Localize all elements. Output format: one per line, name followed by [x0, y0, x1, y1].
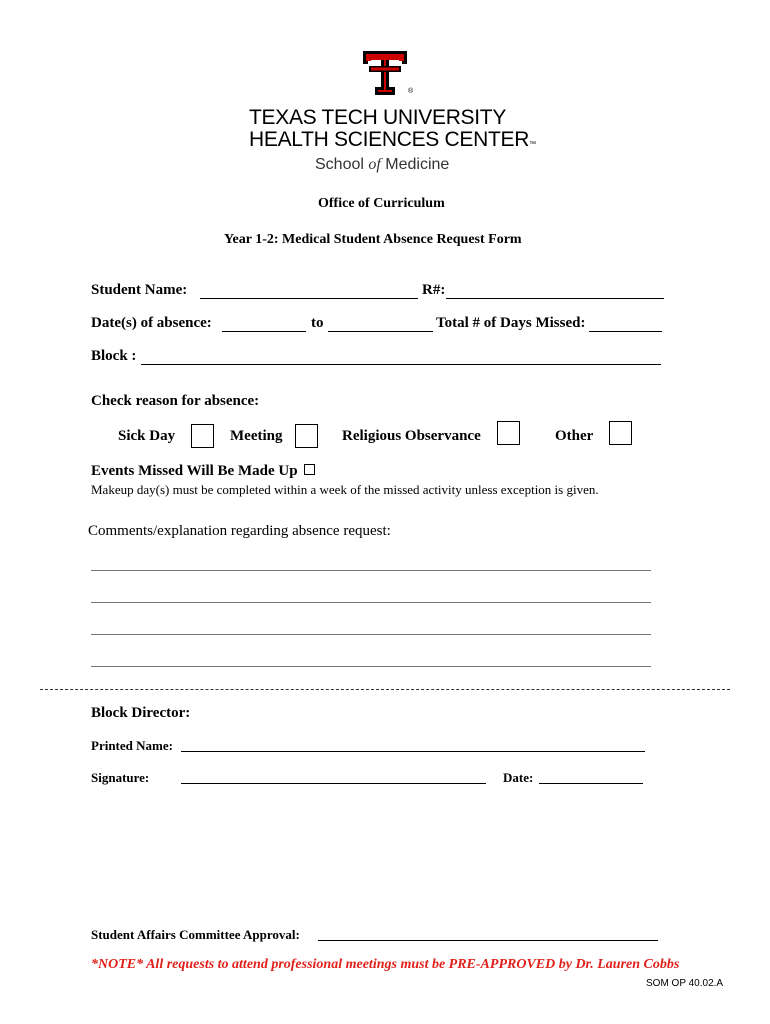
reason-heading: Check reason for absence:	[91, 393, 260, 409]
date-from-field[interactable]	[222, 331, 306, 332]
university-name-line1: TEXAS TECH UNIVERSITY	[249, 106, 507, 129]
student-name-label: Student Name:	[91, 282, 188, 298]
approval-label: Student Affairs Committee Approval:	[91, 927, 300, 942]
form-title: Year 1-2: Medical Student Absence Request Form	[224, 232, 522, 247]
logo-trademark: ®	[408, 88, 414, 95]
approval-field[interactable]	[318, 940, 658, 941]
comment-line-2[interactable]	[91, 602, 651, 603]
makeup-checkbox[interactable]	[304, 464, 315, 475]
dates-of-absence-label: Date(s) of absence:	[91, 315, 212, 331]
total-days-field[interactable]	[589, 331, 662, 332]
school-name	[315, 156, 449, 174]
date-field[interactable]	[539, 783, 643, 784]
block-director-heading: Block Director:	[91, 705, 191, 721]
signature-field[interactable]	[181, 783, 486, 784]
university-name-line2-text: HEALTH SCIENCES CENTER	[249, 128, 530, 151]
school-suffix: Medicine	[380, 156, 450, 173]
signature-label: Signature:	[91, 770, 150, 785]
meeting-checkbox[interactable]	[295, 424, 318, 448]
date-label: Date:	[503, 770, 534, 785]
total-days-label: Total # of Days Missed:	[436, 315, 586, 331]
university-trademark: ™	[529, 141, 536, 148]
reason-religious-label: Religious Observance	[342, 428, 481, 444]
comment-line-4[interactable]	[91, 666, 651, 667]
sick-day-checkbox[interactable]	[191, 424, 214, 448]
reason-other-label: Other	[555, 428, 594, 444]
other-checkbox[interactable]	[609, 421, 632, 445]
printed-name-field[interactable]	[181, 751, 645, 752]
office-heading: Office of Curriculum	[318, 196, 445, 211]
makeup-note: Makeup day(s) must be completed within a week of the missed activity unless exception is given.	[91, 482, 599, 497]
comment-line-1[interactable]	[91, 570, 651, 571]
form-code: SOM OP 40.02.A	[646, 978, 724, 989]
makeup-label: Events Missed Will Be Made Up	[91, 463, 298, 479]
ttu-logo	[362, 50, 408, 100]
makeup-row	[91, 463, 315, 480]
pre-approval-note: *NOTE* All requests to attend professional meetings must be PRE-APPROVED by Dr. Lauren Cobbs	[91, 957, 680, 972]
reason-sick-day-label: Sick Day	[118, 428, 176, 444]
r-number-field[interactable]	[446, 298, 664, 299]
date-to-field[interactable]	[328, 331, 433, 332]
reason-meeting-label: Meeting	[230, 428, 283, 444]
double-t-icon	[362, 50, 408, 100]
university-name-line2	[249, 128, 536, 152]
cut-line	[40, 689, 730, 690]
to-label: to	[311, 315, 324, 331]
comment-line-3[interactable]	[91, 634, 651, 635]
comments-label: Comments/explanation regarding absence request:	[88, 523, 391, 539]
block-field[interactable]	[141, 364, 661, 365]
block-label: Block :	[91, 348, 137, 364]
school-of: of	[368, 156, 381, 173]
religious-observance-checkbox[interactable]	[497, 421, 520, 445]
printed-name-label: Printed Name:	[91, 738, 173, 753]
school-prefix: School	[315, 156, 369, 173]
student-name-field[interactable]	[200, 298, 418, 299]
r-number-label: R#:	[422, 282, 446, 298]
